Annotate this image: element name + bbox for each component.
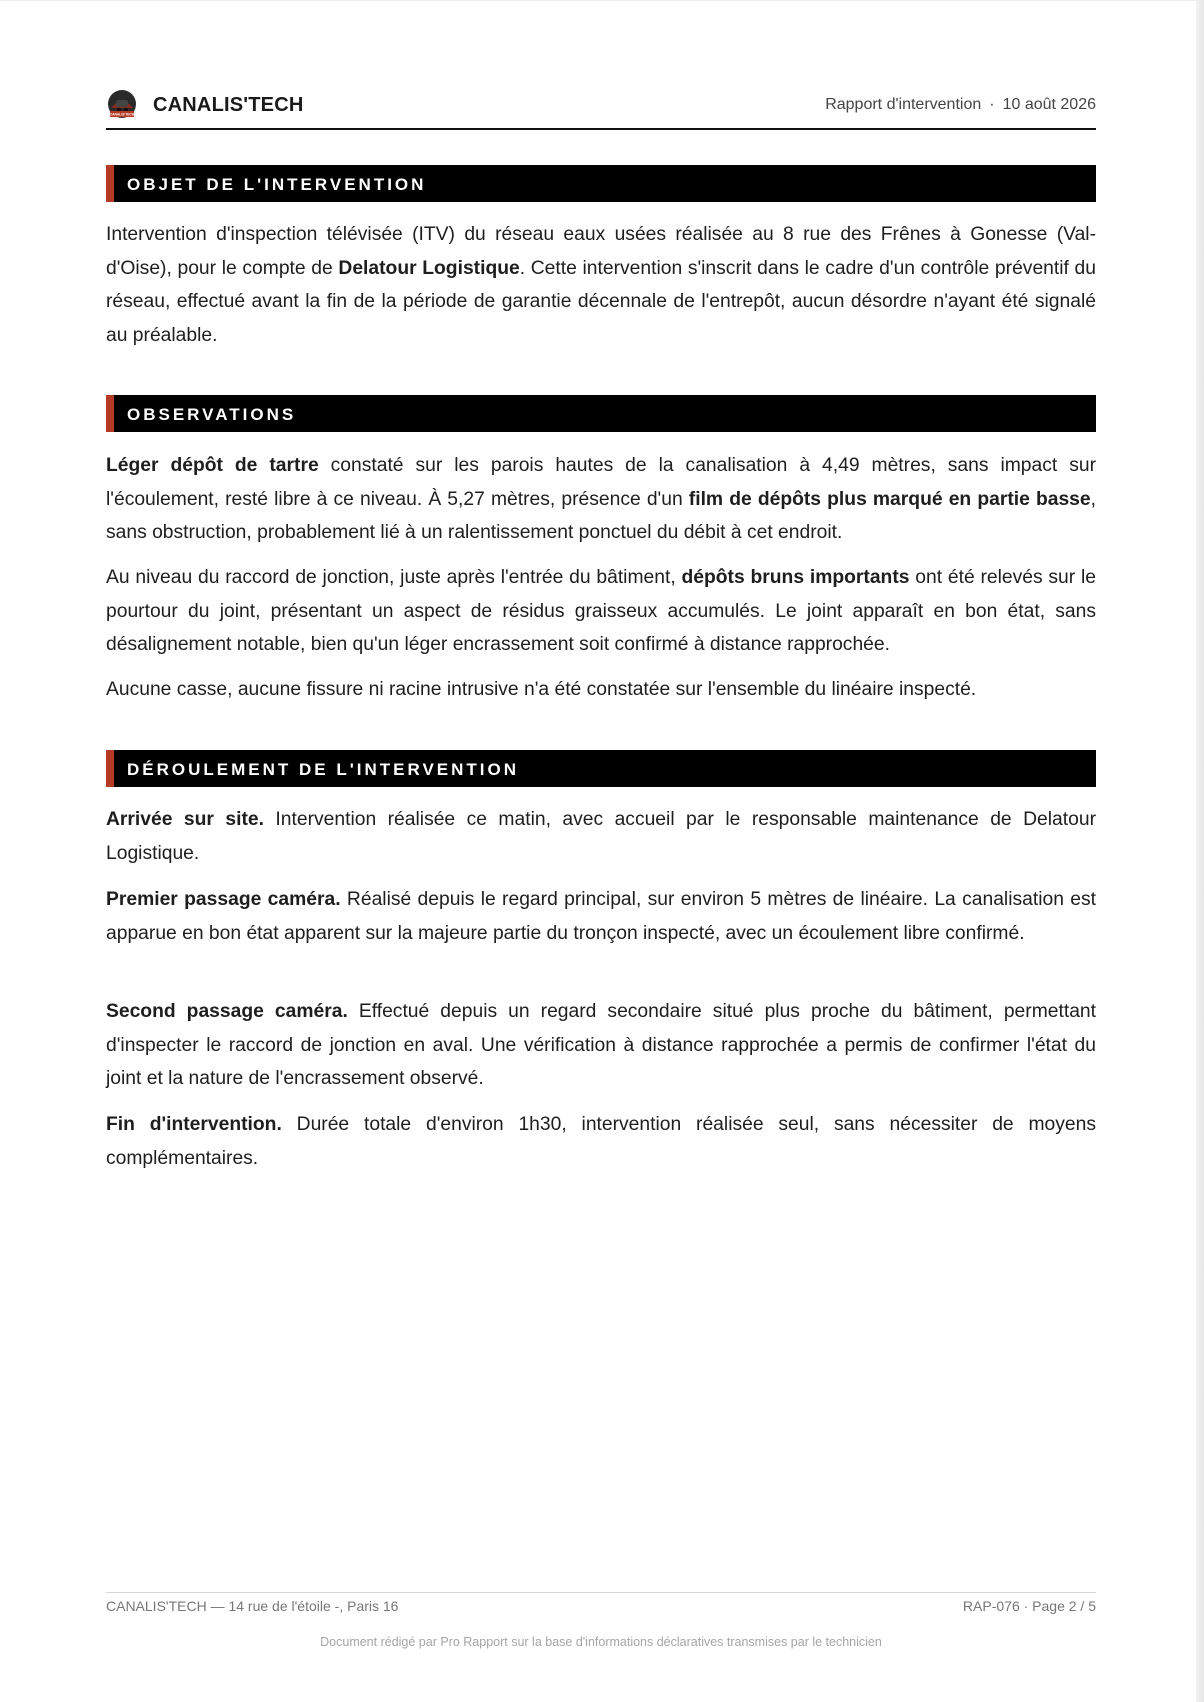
section-title: DÉROULEMENT DE L'INTERVENTION [127,760,520,779]
header-report-info [825,96,1096,114]
deroulement-paragraph-fin: Fin d'intervention. Durée totale d'environ 1h30, intervention réalisée seul, sans nécessiter de moyens complémentaires. [106,1114,1096,1169]
deroulement-paragraph-arrivee: Arrivée sur site. Intervention réalisée ce matin, avec accueil par le responsable maintenance de Delatour Logistique. [106,809,1096,864]
section-heading-objet [106,165,1096,202]
footer-address: CANALIS'TECH — 14 rue de l'étoile -, Paris 16 [106,1598,399,1614]
brand-name: CANALIS'TECH [153,94,304,116]
report-type: Rapport d'intervention [825,96,982,113]
section-title: OBJET DE L'INTERVENTION [127,175,427,194]
page-edge-shadow [1196,0,1204,1702]
section-heading-deroulement [106,750,1096,787]
footer-page-reference: RAP-076 · Page 2 / 5 [962,1598,1096,1614]
section-heading-observations [106,395,1096,432]
observations-paragraph-3: Aucune casse, aucune fissure ni racine intrusive n'a été constatée sur l'ensemble du linéaire inspecté. [106,679,977,700]
deroulement-paragraph-second-passage: Second passage caméra. Effectué depuis un regard secondaire situé plus proche du bâtiment, permettant d'inspecter le raccord de jonction en aval. Une vérification à distance rapprochée a permis de confirmer l'état du joint et la nature de l'encrassement observé. [106,1001,1096,1089]
footer-divider [106,1592,1096,1593]
page-top-border [0,0,1204,1]
observations-paragraph-2: Au niveau du raccord de jonction, juste après l'entrée du bâtiment, dépôts bruns importants ont été relevés sur le pourtour du joint, présentant un aspect de résidus graisseux accumulés. Le joint apparaît en bon état, sans désalignement notable, bien qu'un léger encrassement soit confirmé à distance rapprochée. [106,567,1096,655]
section-title: OBSERVATIONS [127,405,297,424]
header-separator: · [989,96,995,113]
client-name: Delatour Logistique [338,257,520,279]
deroulement-paragraph-premier-passage: Premier passage caméra. Réalisé depuis le regard principal, sur environ 5 mètres de linéaire. La canalisation est apparue en bon état apparent sur la majeure partie du tronçon inspecté, avec un écoulement libre confirmé. [106,889,1096,944]
svg-text:CANALIS'TECH: CANALIS'TECH [109,112,135,117]
canalistech-logo-icon [107,89,137,119]
page-header [106,84,1096,130]
report-date: 10 août 2026 [1002,96,1096,113]
footer-disclaimer: Document rédigé par Pro Rapport sur la base d'informations déclaratives transmises par le technicien [320,1635,882,1649]
observations-paragraph-1: Léger dépôt de tartre constaté sur les parois hautes de la canalisation à 4,49 mètres, sans impact sur l'écoulement, resté libre à ce niveau. À 5,27 mètres, présence d'un film de dépôts plus marqué en partie basse, sans obstruction, probablement lié à un ralentissement ponctuel du débit à cet endroit. [106,455,1096,543]
objet-paragraph: Intervention d'inspection télévisée (ITV) du réseau eaux usées réalisée au 8 rue des Frênes à Gonesse (Val-d'Oise), pour le compte de Delatour Logistique. Cette intervention s'inscrit dans le cadre d'un contrôle préventif du réseau, effectué avant la fin de la période de garantie décennale de l'entrepôt, aucun désordre n'ayant été signalé au préalable. [106,224,1096,346]
